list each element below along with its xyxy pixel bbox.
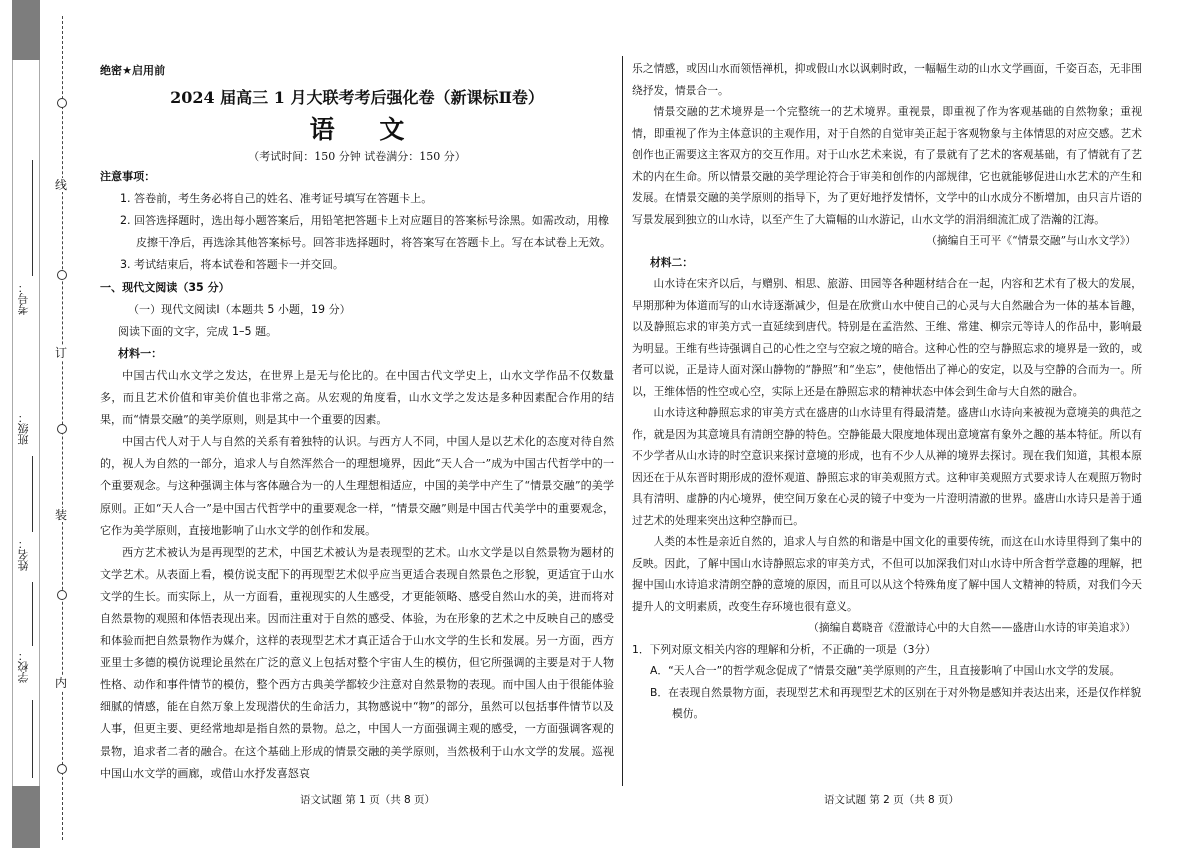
gutter-top-bar [12, 0, 40, 60]
passage-paragraph: 山水诗在宋齐以后，与赠别、相思、旅游、田园等各种题材结合在一起，内容和艺术有了极大的发展，早期那种为体道而写的山水诗逐渐减少，但是在欣赏山水中使自己的心灵与大自然融合为一体的基本旨趣，以及静照忘求的审美方式一直延续到唐代。特别是在孟浩然、王维、常建、柳宗元等诗人的作品中，影响最为明显。王维有些诗强调自己的心性之空与空寂之境的暗合。这种心性的空与静照忘求的境界是一致的，或者可以说，正是诗人面对深山静物的“静照”和“坐忘”，使他悟出了禅心的安定，以及与空静的合而为一。所以，王维体悟的性空或心空，实际上还是在静照忘求的精神状态中体会到生命与大自然的融合。 [632, 277, 1142, 398]
cut-char: 内 [55, 676, 68, 690]
section-heading: 一、现代文阅读（35 分） [100, 280, 230, 294]
subsection-heading: （一）现代文阅读Ⅰ（本题共 5 小题，19 分） [128, 302, 351, 316]
binding-gutter [0, 0, 80, 848]
footer-page-1: 语文试题 第 1 页（共 8 页） [300, 794, 436, 806]
name-label: 姓名： [17, 538, 30, 571]
instruction-item: 2. 回答选择题时，选出每小题答案后，用铅笔把答题卡上对应题目的答案标号涂黑。如需改动，用橡皮擦干净后，再选涂其他答案标号。回答非选择题时，将答案写在答题卡上。写在本试卷上无效。 [120, 214, 612, 250]
passage-paragraph: 乐之情感，或因山水而领悟禅机，抑或假山水以讽刺时政，一幅幅生动的山水文学画面，千姿百态，无非围绕抒发，情景合一。 [632, 62, 1142, 97]
passage-paragraph: 西方艺术被认为是再现型的艺术，中国艺术被认为是表现型的艺术。山水文学是以自然景物为题材的文学艺术。从表面上看，模仿说支配下的再现型艺术似乎应当更适合表现自然景色之形貌，更适宜于山水文学的生长。而实际上，从一方面看，重视现实的人生感受，才更能领略、感受自然山水的美，进而将对自然景物的观照和体悟表现出来。因而注重对于自然的感受、体验，为在形象的艺术之中反映自己的感受和体验而把自然景物作为媒介，这样的表现型艺术才真正适合于山水文学的生长和发展。另一方面，西方亚里士多德的模仿说理论虽然在广泛的意义上包括对整个宇宙人生的模仿，但它所强调的主要是对于人物性格、动作和事件情节的模仿，整个西方古典美学都较少注意对自然景物的表现。而中国人由于很能体验细腻的情感，能在自然万象上发现潜伏的生命活力，其物感说中“物”的部分，虽然可以包括事件情节以及人事，但更主要、更经常地却是指自然的景物。总之，中国人一方面强调主观的感受，一方面强调客观的景物，追求者二者的融合。在这个基础上形成的情景交融的美学原则，当然极利于山水文学的发展。巡视中国山水文学的画廊，或借山水抒发喜怒哀 [100, 545, 614, 780]
cut-circle [57, 424, 67, 434]
page-2 [632, 58, 1142, 725]
footer-page-2: 语文试题 第 2 页（共 8 页） [824, 794, 960, 806]
instruction-item: 3. 考试结束后，将本试卷和答题卡一并交回。 [120, 258, 344, 272]
passage-paragraph: 中国古代人对于人与自然的关系有着独特的认识。与西方人不同，中国人是以艺术化的态度对待自然的，视人为自然的一部分，追求人与自然浑然合一的理想境界，因此“天人合一”成为中国古代哲学中的一个重要观念。与这种强调主体与客体融合为一的人生理想相适应，中国的美学中产生了“情景交融”的美学原则。正如“天人合一”是中国古代哲学中的重要观念一样，“情景交融”则是中国古代美学中的重要观念，它作为美学原则，直接地影响了山水文学的创作和发展。 [100, 435, 614, 537]
school-label: 学校： [17, 650, 30, 683]
passage-paragraph: 情景交融的艺术境界是一个完整统一的艺术境界。重视景，即重视了作为客观基础的自然物象；重视情，即重视了作为主体意识的主观作用，对于自然的自觉审美正起于客观物象与主体情思的对应交感。艺术创作也正需要这主客双方的交互作用。对于山水艺术来说，有了景就有了艺术的客观基础，有了情就有了艺术的内在生命。所以情景交融的美学理论符合于审美和创作的内部规律，它也就能够促进山水艺术的产生和发展。在情景交融的美学原则的指导下，为了更好地抒发情怀，文学中的山水成分不断增加，由只言片语的写景发展到独立的山水诗，以至产生了大篇幅的山水游记，山水文学的涓涓细流汇成了浩瀚的江海。 [632, 105, 1142, 226]
cut-circle [57, 270, 67, 280]
question-option: B．在表现自然景物方面，表现型艺术和再现型艺术的区别在于对外物是感知并表达出来，还是仅作样貌 [650, 685, 1142, 699]
class-label: 班级： [17, 412, 30, 445]
cut-circle [57, 764, 67, 774]
school-line [32, 700, 33, 778]
id-line [32, 160, 33, 276]
material-1-label: 材料一： [118, 346, 163, 360]
cut-circle [57, 590, 67, 600]
question-option: A．“天人合一”的哲学观念促成了“情景交融”美学原则的产生，且直接影响了中国山水文学的发展。 [650, 664, 1121, 677]
instruction-item: 1. 答卷前，考生务必将自己的姓名、准考证号填写在答题卡上。 [120, 192, 433, 206]
name-line [32, 582, 33, 646]
subject-title: 语 文 [309, 115, 423, 145]
passage-paragraph: 人类的本性是亲近自然的，追求人与自然的和谐是中国文化的重要传统，而这在山水诗里得到了集中的反映。因此，了解中国山水诗静照忘求的审美方式，不但可以加深我们对山水诗中所含哲学意趣的理解，把握中国山水诗追求清朗空静的意境的原因，而且可以从这个特殊角度了解中国人文精神的特质，对我们今天提升人的文明素质，改变生存环境也很有意义。 [632, 535, 1142, 613]
cut-circle [57, 98, 67, 108]
reading-direction: 阅读下面的文字，完成 1–5 题。 [118, 324, 278, 338]
exam-info: （考试时间：150 分钟 试卷满分：150 分） [248, 150, 466, 164]
cut-char: 线 [55, 178, 68, 192]
page-1 [100, 58, 614, 785]
gutter-bottom-bar [12, 786, 40, 848]
material-2-label: 材料二： [650, 255, 694, 269]
class-line [32, 456, 33, 532]
question-stem: 1．下列对原文相关内容的理解和分析，不正确的一项是（3分） [632, 642, 936, 656]
cut-char: 订 [55, 346, 68, 360]
source-citation: （摘编自葛晓音《澄澈诗心中的大自然——盛唐山水诗的审美追求》） [808, 621, 1136, 634]
column-divider [622, 56, 623, 786]
question-option-continued: 模仿。 [672, 707, 705, 720]
instructions-heading: 注意事项： [100, 170, 156, 184]
secret-mark: 绝密★启用前 [100, 64, 166, 77]
source-citation: （摘编自王可平《“情景交融”与山水文学》） [926, 234, 1136, 247]
paper-title: 2024 届高三 1 月大联考考后强化卷（新课标Ⅱ卷） [170, 88, 544, 108]
cut-char: 装 [55, 508, 68, 522]
passage-paragraph: 中国古代山水文学之发达，在世界上是无与伦比的。在中国古代文学史上，山水文学作品不仅数量多，而且艺术价值和审美价值也非常之高。从宏观的角度看，山水文学之发达是多种因素配合作用的结果，而“情景交融”的美学原则，则是其中一个重要的因素。 [100, 368, 614, 427]
passage-paragraph: 山水诗这种静照忘求的审美方式在盛唐的山水诗里有得最清楚。盛唐山水诗向来被视为意境美的典范之作，就是因为其意境具有清朗空静的特色。空静能最大限度地体现出意境富有象外之趣的基本特征。所以有不少学者从山水诗的时空意识来探讨意境的形成，也有不少人从禅的境界去探讨。现在我们知道，其根本原因还在于从东晋时期形成的澄怀观道、静照忘求的审美观照方式。这种审美观照方式要求诗人在观照万物时具有清明、虚静的内心境界，使空间万象在心灵的镜子中变为一片澄明清澈的世界。盛唐山水诗只是善于通过艺术的处理来突出这种空静而已。 [632, 406, 1142, 527]
id-label: 考号： [17, 282, 30, 315]
